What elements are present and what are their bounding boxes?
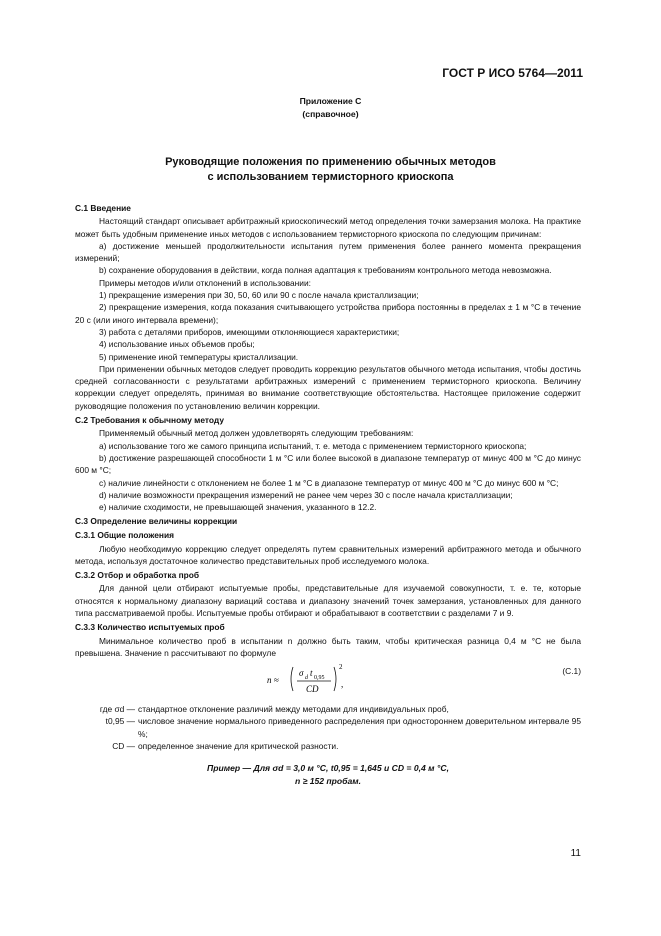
appendix-label: Приложение С [299, 96, 362, 106]
right-paren [334, 667, 336, 691]
formula-number: (С.1) [562, 666, 581, 677]
section-heading-c3: С.3 Определение величины коррекции [75, 515, 238, 526]
definition-row [75, 715, 581, 740]
list-item: а) использование того же самого принципа испытаний, т. е. метода с применением термисторного криоскопа; [99, 440, 527, 451]
formula-sigma: σ [299, 668, 304, 679]
paragraph: Минимальное количество проб в испытании n должно быть таким, чтобы критическая разница 0,4 м °С не была превышена. Значение n рассчитывают по формуле [75, 635, 581, 658]
body-text [75, 200, 581, 787]
paragraph: Примеры методов и/или отклонений в использовании: [99, 277, 311, 288]
definition-text: числовое значение нормального приведенного распределения при одностороннем доверительном интервале 95 %; [138, 716, 581, 739]
definitions-list [75, 703, 581, 752]
definition-symbol: где σd — [99, 704, 135, 715]
paragraph: Любую необходимую коррекцию следует определять путем сравнительных измерений арбитражного метода и обычного метода, используя достаточное количество представительных проб исследуемого молока. [75, 543, 581, 566]
section-heading-c32: С.3.2 Отбор и обработка проб [75, 569, 200, 580]
formula-denominator: CD [306, 684, 319, 695]
definition-row [75, 740, 581, 752]
example-line2: n ≥ 152 пробам. [294, 775, 362, 786]
list-item: b) сохранение оборудования в действии, когда полная адаптация к требованиям контрольного метода невозможна. [99, 265, 552, 276]
formula-power: 2 [339, 663, 343, 672]
formula-graphic [267, 661, 427, 699]
list-item: 1) прекращение измерения при 30, 50, 60 или 90 с после начала кристаллизации; [99, 290, 419, 301]
list-item: 3) работа с деталями приборов, имеющими отклоняющиеся характеристики; [99, 326, 400, 337]
formula-c1 [75, 661, 581, 699]
formula-t: t [310, 668, 313, 679]
appendix-title-line1: Руководящие положения по применению обычных методов [165, 156, 496, 168]
appendix-type: (справочное) [302, 109, 359, 119]
page-number: 11 [570, 848, 581, 859]
standard-header: ГОСТ Р ИСО 5764—2011 [442, 66, 583, 80]
list-item: b) достижение разрешающей способности 1 м °С или более высокой в диапазоне температур от минус 400 м °С до минус 600 м °С; [75, 452, 581, 476]
section-heading-c31: С.3.1 Общие положения [75, 529, 174, 540]
definition-row [75, 703, 581, 715]
section-heading-c1: С.1 Введение [75, 202, 131, 213]
formula-lhs: n ≈ [267, 675, 279, 686]
list-item: c) наличие линейности с отклонением не более 1 м °С в диапазоне температур от минус 400 м °С до минус 600 м °С; [99, 477, 559, 488]
appendix-title-line2: с использованием термисторного криоскопа [207, 171, 454, 183]
list-item: 2) прекращение измерения, когда показания считывающего устройства прибора постоянны в пределах ± 1 м °С в течение 20 с (или иного интервала времени); [75, 302, 581, 325]
paragraph: Настоящий стандарт описывает арбитражный криоскопический метод определения точки замерзания молока. На практике может быть удобным применение иных методов с использованием термисторного криоскопа по следующим причинам: [75, 216, 581, 239]
section-heading-c2: С.2 Требования к обычному методу [75, 414, 224, 425]
paragraph: Применяемый обычный метод должен удовлетворять следующим требованиям: [99, 428, 414, 439]
paragraph: Для данной цели отбирают испытуемые пробы, представительные для изучаемой совокупности, т. е. те, которые относятся к нормальному диапазону вариаций состава и диапазону значений точек замерзания, установленных для данного типа рассматриваемой пробы. Испытуемые пробы отбирают и обрабатывают в соответствии с разделами 7 и 9. [75, 583, 581, 618]
list-item: 5) применение иной температуры кристаллизации. [99, 351, 299, 362]
list-item: e) наличие сходимости, не превышающей значения, указанного в 12.2. [99, 502, 377, 513]
formula-t-sub: 0,95 [314, 675, 325, 682]
example-line1: Пример — Для σd = 3,0 м °С, t0,95 = 1,645 и CD = 0,4 м °С, [207, 763, 449, 774]
list-item: d) наличие возможности прекращения измерений не ранее чем через 30 с после начала кристаллизации; [99, 489, 513, 500]
section-heading-c33: С.3.3 Количество испытуемых проб [75, 621, 225, 632]
example [75, 762, 581, 787]
formula-sigma-sub: d [305, 675, 308, 682]
definition-symbol: CD — [112, 741, 135, 752]
definition-text: определенное значение для критической разности. [138, 741, 339, 752]
list-item: 4) использование иных объемов пробы; [99, 339, 255, 350]
list-item: а) достижение меньшей продолжительности испытания путем применения более раннего момента прекращения измерений; [75, 240, 581, 264]
formula-comma: , [341, 679, 344, 690]
definition-text: стандартное отклонение различий между методами для индивидуальных проб, [138, 704, 449, 715]
definition-symbol: t0,95 — [105, 716, 135, 727]
left-paren [291, 667, 293, 691]
paragraph: При применении обычных методов следует проводить коррекцию результатов обычного метода испытания, чтобы достичь средней согласованности с результатами арбитражных измерений с применением термисторного криоскопа. Величину коррекции следует определять, принимая во внимание соответствующие обстоятельства. Настоящее приложение содержит руководящие положения по установлению величин коррекции. [75, 363, 581, 411]
